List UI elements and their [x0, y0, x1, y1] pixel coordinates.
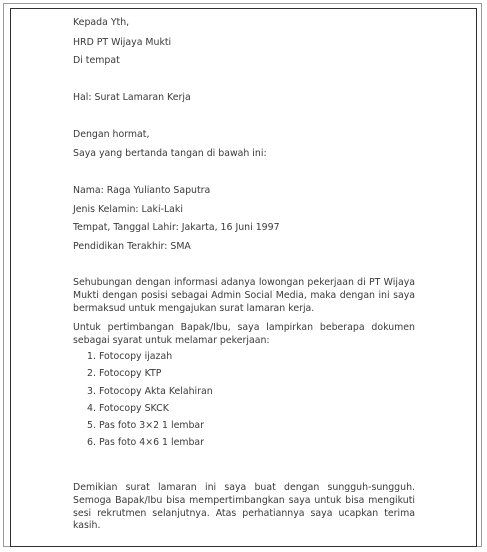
closing-paragraph: Demikian surat lamaran ini saya buat dengan sungguh-sungguh. Semoga Bapak/Ibu bisa mempertimbangkan saya untuk bisa mengikuti sesi rekrutmen selanjutnya. Atas perhatiannya saya ucapkan terima kasih.: [73, 482, 415, 532]
paragraph-attachments: Untuk pertimbangan Bapak/Ibu, saya lampirkan beberapa dokumen sebagai syarat untuk melamar pekerjaan:: [73, 322, 415, 346]
list-item: 6. Pas foto 4×6 1 lembar: [87, 437, 205, 448]
intro-line: Saya yang bertanda tangan di bawah ini:: [73, 148, 267, 159]
detail-line: Jenis Kelamin: Laki-Laki: [73, 204, 183, 215]
recipient-line: HRD PT Wijaya Mukti: [73, 37, 172, 48]
list-item: 1. Fotocopy ijazah: [87, 351, 173, 362]
list-item: 3. Fotocopy Akta Kelahiran: [87, 386, 213, 397]
detail-line: Tempat, Tanggal Lahir: Jakarta, 16 Juni 1997: [73, 222, 280, 233]
recipient-line: Di tempat: [73, 55, 120, 66]
list-item: 2. Fotocopy KTP: [87, 368, 162, 379]
recipient-line: Kepada Yth,: [73, 17, 130, 28]
list-item: 5. Pas foto 3×2 1 lembar: [87, 420, 205, 431]
detail-line: Pendidikan Terakhir: SMA: [73, 241, 191, 252]
list-item: 4. Fotocopy SKCK: [87, 403, 169, 414]
greeting: Dengan hormat,: [73, 129, 150, 140]
detail-line: Nama: Raga Yulianto Saputra: [73, 185, 211, 196]
subject-line: Hal: Surat Lamaran Kerja: [73, 92, 191, 103]
paragraph-application: Sehubungan dengan informasi adanya lowongan pekerjaan di PT Wijaya Mukti dengan posisi sebagai Admin Social Media, maka dengan ini saya bermaksud untuk mengajukan surat lamaran kerja.: [73, 277, 415, 314]
